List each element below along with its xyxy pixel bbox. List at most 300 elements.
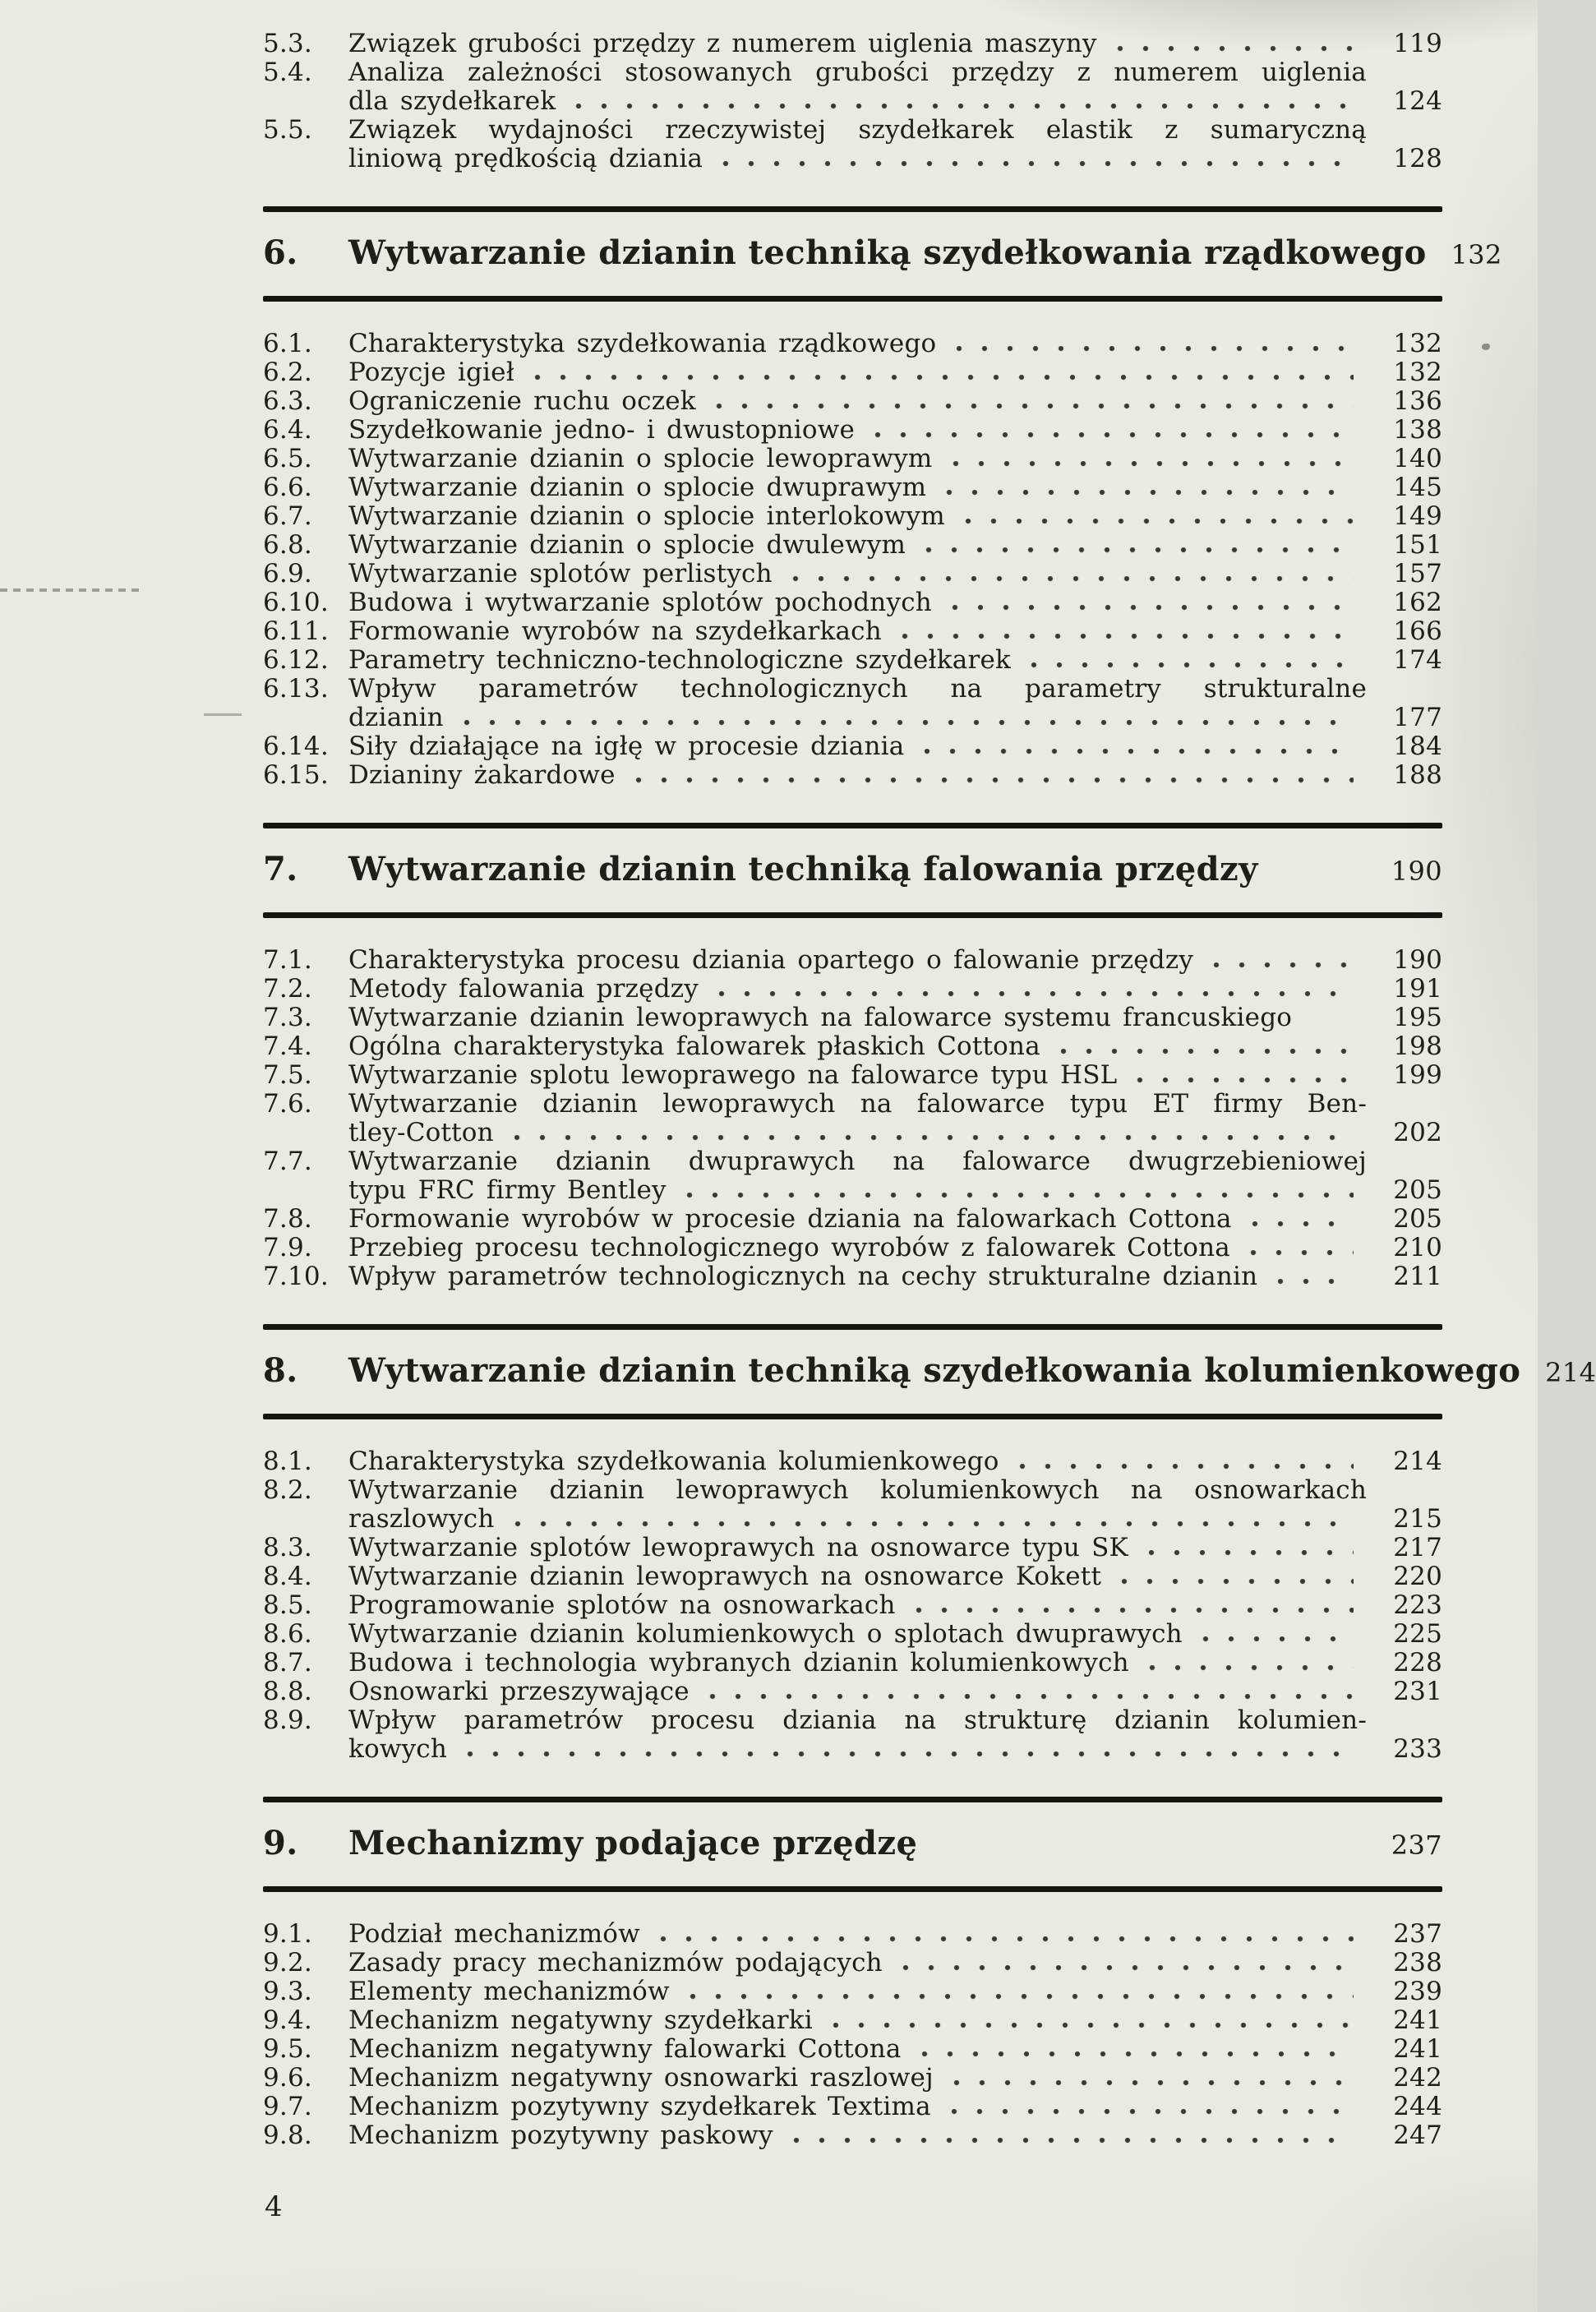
toc-entry bbox=[263, 502, 1442, 531]
toc-entry-number: 6.13. bbox=[263, 674, 329, 704]
toc-entry-body bbox=[348, 1119, 1367, 1147]
toc-entry-number: 8.8. bbox=[263, 1677, 312, 1706]
toc-entry-body bbox=[348, 2093, 1367, 2121]
toc-entry bbox=[263, 2006, 1442, 2035]
toc-entry-page: 233 bbox=[1393, 1734, 1442, 1764]
toc-entry-page: 231 bbox=[1393, 1677, 1442, 1706]
toc-entry-text: Wpływ parametrów procesu dziania na strukturę dzianin kolumien- bbox=[348, 1705, 1367, 1735]
toc-entry bbox=[263, 946, 1442, 975]
toc-entry-number: 7.2. bbox=[263, 974, 312, 1004]
toc-entry-body bbox=[348, 1004, 1367, 1032]
toc-entry bbox=[263, 1447, 1442, 1476]
section-page: 237 bbox=[1391, 1830, 1442, 1861]
toc-entry-page: 190 bbox=[1393, 945, 1442, 975]
toc-entry-text: Wytwarzanie dzianin dwuprawych na falowarce dwugrzebieniowej bbox=[348, 1147, 1367, 1176]
toc-entry-page: 128 bbox=[1393, 144, 1442, 173]
toc-entry-body bbox=[348, 2035, 1367, 2064]
toc-entry-text: Charakterystyka szydełkowania rządkowego bbox=[348, 329, 937, 358]
toc-entry-number: 6.2. bbox=[263, 358, 312, 387]
toc-entry bbox=[263, 1004, 1442, 1032]
dot-leader bbox=[948, 2109, 1354, 2115]
toc-entry-number: 9.7. bbox=[263, 2092, 312, 2121]
section-rule-top bbox=[263, 206, 1442, 212]
toc-entry-text: Zasady pracy mechanizmów podających bbox=[348, 1948, 883, 1977]
toc-entry-body bbox=[348, 445, 1367, 473]
toc-entry-body bbox=[348, 588, 1367, 617]
toc-entry-body bbox=[348, 1920, 1367, 1949]
dot-leader bbox=[953, 346, 1354, 352]
section-heading-block bbox=[263, 1797, 1442, 1892]
toc-entry-number: 6.11. bbox=[263, 616, 329, 646]
toc-entry bbox=[263, 704, 1442, 732]
toc-entry-page: 151 bbox=[1393, 530, 1442, 560]
toc-entry bbox=[263, 1735, 1442, 1764]
toc-entry-number: 8.9. bbox=[263, 1705, 312, 1735]
dot-leader bbox=[1274, 1279, 1354, 1285]
toc-entry bbox=[263, 1977, 1442, 2006]
dot-leader bbox=[1114, 46, 1354, 52]
toc-entry bbox=[263, 761, 1442, 790]
toc-entry-page: 119 bbox=[1393, 29, 1442, 58]
toc-entry-text: Wytwarzanie dzianin o splocie lewoprawym bbox=[348, 444, 933, 473]
section-number: 7. bbox=[263, 850, 298, 888]
toc-entry-text: Osnowarki przeszywające bbox=[348, 1677, 690, 1706]
toc-entry-body bbox=[348, 1620, 1367, 1649]
section-number: 9. bbox=[263, 1824, 298, 1862]
dot-leader bbox=[943, 490, 1354, 496]
section-page: 214 bbox=[1545, 1357, 1596, 1388]
toc-entry-page: 184 bbox=[1393, 731, 1442, 761]
toc-entry-number: 6.6. bbox=[263, 473, 312, 502]
toc-entry-body bbox=[348, 1977, 1367, 2006]
toc-entry-text: Wytwarzanie dzianin lewoprawych kolumienkowych na osnowarkach bbox=[348, 1475, 1367, 1505]
toc-entry-number: 6.7. bbox=[263, 501, 312, 531]
toc-entry-page: 238 bbox=[1393, 1948, 1442, 1977]
dot-leader bbox=[572, 104, 1354, 109]
toc-entry bbox=[263, 1706, 1442, 1735]
toc-entry-body bbox=[348, 2121, 1367, 2150]
toc-entry-page: 198 bbox=[1393, 1031, 1442, 1061]
toc-entry-body bbox=[348, 1205, 1367, 1234]
toc-entry-text: Budowa i technologia wybranych dzianin kolumienkowych bbox=[348, 1648, 1129, 1677]
section-rule-bottom bbox=[263, 296, 1442, 302]
section-heading-block bbox=[263, 1324, 1596, 1419]
toc-entry-page: 136 bbox=[1393, 386, 1442, 416]
dot-leader bbox=[719, 161, 1354, 167]
dot-leader bbox=[829, 2023, 1354, 2028]
toc-entry-text: Wytwarzanie splotów lewoprawych na osnowarce typu SK bbox=[348, 1533, 1128, 1562]
toc-entry-page: 217 bbox=[1393, 1533, 1442, 1562]
toc-entry-text: Wytwarzanie dzianin o splocie dwulewym bbox=[348, 530, 906, 560]
section-page: 132 bbox=[1451, 239, 1502, 270]
toc-entry-text: Metody falowania przędzy bbox=[348, 974, 699, 1004]
toc-entry-text: Siły działające na igłę w procesie dziania bbox=[348, 731, 905, 761]
dot-leader bbox=[1118, 1579, 1354, 1585]
toc-entry-body bbox=[348, 1234, 1367, 1262]
scan-artifact bbox=[0, 588, 141, 592]
toc-entry bbox=[263, 1061, 1442, 1090]
toc-entry-text: Mechanizm negatywny osnowarki raszlowej bbox=[348, 2063, 934, 2093]
toc-entry-page: 241 bbox=[1393, 2034, 1442, 2064]
toc-entry-text: Wytwarzanie dzianin lewoprawych na falowarce typu ET firmy Ben- bbox=[348, 1089, 1367, 1119]
toc-entry bbox=[263, 531, 1442, 560]
toc-entry-page: 205 bbox=[1393, 1204, 1442, 1234]
toc-entry-body bbox=[348, 330, 1367, 358]
dot-leader bbox=[683, 1193, 1354, 1198]
toc-entry-number: 9.3. bbox=[263, 1977, 312, 2006]
toc-entry-text: Formowanie wyrobów na szydełkarkach bbox=[348, 616, 882, 646]
toc-entry-page: 205 bbox=[1393, 1175, 1442, 1205]
toc-entry-body bbox=[348, 2064, 1367, 2093]
section-number: 6. bbox=[263, 233, 298, 272]
toc-entry-text: Analiza zależności stosowanych grubości przędzy z numerem uiglenia bbox=[348, 58, 1367, 87]
toc-entry-page: 132 bbox=[1393, 329, 1442, 358]
toc-entry-number: 7.10. bbox=[263, 1262, 329, 1291]
toc-entry-text: Ogólna charakterystyka falowarek płaskich Cottona bbox=[348, 1031, 1040, 1061]
toc-entry-text: Wytwarzanie dzianin lewoprawych na falowarce systemu francuskiego bbox=[348, 1003, 1293, 1032]
toc-entry bbox=[263, 445, 1442, 473]
scan-artifact bbox=[204, 713, 242, 716]
toc-entry bbox=[263, 1649, 1442, 1677]
toc-entry-page: 202 bbox=[1393, 1118, 1442, 1147]
toc-entry-page: 215 bbox=[1393, 1504, 1442, 1534]
toc-entry-text: dla szydełkarek bbox=[348, 86, 556, 116]
toc-entry-text: kowych bbox=[348, 1734, 448, 1764]
toc-entry-number: 8.4. bbox=[263, 1562, 312, 1591]
toc-entry-page: 247 bbox=[1393, 2120, 1442, 2150]
toc-entry bbox=[263, 1147, 1442, 1176]
toc-entry-text: Wytwarzanie dzianin lewoprawych na osnowarce Kokett bbox=[348, 1562, 1102, 1591]
toc-entry-text: dzianin bbox=[348, 703, 444, 732]
toc-entry-text: Formowanie wyrobów w procesie dziania na falowarkach Cottona bbox=[348, 1204, 1232, 1234]
dot-leader bbox=[871, 432, 1354, 438]
toc-entry-number: 7.4. bbox=[263, 1031, 312, 1061]
toc-entry bbox=[263, 646, 1442, 675]
toc-entry-text: liniową prędkością dziania bbox=[348, 144, 703, 173]
dot-leader bbox=[920, 749, 1354, 755]
toc-entry-page: 199 bbox=[1393, 1060, 1442, 1090]
section-rule-bottom bbox=[263, 1886, 1442, 1892]
toc-entry-page: 145 bbox=[1393, 473, 1442, 502]
toc-entry bbox=[263, 1591, 1442, 1620]
toc-entry bbox=[263, 2121, 1442, 2150]
dot-leader bbox=[898, 634, 1354, 639]
toc-entry-body bbox=[348, 416, 1367, 445]
toc-entry-page: 174 bbox=[1393, 645, 1442, 675]
toc-entry-number: 6.3. bbox=[263, 386, 312, 416]
toc-entry-page: 225 bbox=[1393, 1619, 1442, 1649]
toc-entry bbox=[263, 330, 1442, 358]
toc-entry-text: Wpływ parametrów technologicznych na cechy strukturalne dzianin bbox=[348, 1262, 1258, 1291]
toc-entry-body bbox=[348, 617, 1367, 646]
toc-entry-page: 166 bbox=[1393, 616, 1442, 646]
dot-leader bbox=[706, 1694, 1354, 1700]
toc-entry bbox=[263, 2035, 1442, 2064]
toc-entry-page: 220 bbox=[1393, 1562, 1442, 1591]
toc-entry bbox=[263, 732, 1442, 761]
toc-entry-number: 6.5. bbox=[263, 444, 312, 473]
toc-entry-page: 237 bbox=[1393, 1919, 1442, 1949]
page-number: 4 bbox=[265, 2190, 283, 2223]
toc-entry-body bbox=[348, 732, 1367, 761]
dot-leader bbox=[948, 605, 1354, 611]
toc-entry-number: 9.5. bbox=[263, 2034, 312, 2064]
dot-leader bbox=[1199, 1636, 1354, 1642]
toc-entry-number: 9.6. bbox=[263, 2063, 312, 2093]
toc-entry-body bbox=[348, 502, 1367, 531]
toc-entry-text: raszlowych bbox=[348, 1504, 495, 1534]
section-rule-top bbox=[263, 1797, 1442, 1802]
toc-entry-text: Parametry techniczno-technologiczne szydełkarek bbox=[348, 645, 1012, 675]
dot-leader bbox=[511, 1521, 1354, 1527]
toc-entry-body bbox=[348, 1262, 1367, 1291]
dot-leader bbox=[899, 1965, 1354, 1971]
toc-entry-number: 7.8. bbox=[263, 1204, 312, 1234]
toc-entry bbox=[263, 560, 1442, 588]
toc-entry-body bbox=[348, 1061, 1367, 1090]
toc-entry-text: Dzianiny żakardowe bbox=[348, 760, 616, 790]
toc-entry-number: 8.5. bbox=[263, 1590, 312, 1620]
toc-entry-text: Ograniczenie ruchu oczek bbox=[348, 386, 696, 416]
toc-entry-number: 9.4. bbox=[263, 2005, 312, 2035]
toc-entry-text: Elementy mechanizmów bbox=[348, 1977, 670, 2006]
section-title: Wytwarzanie dzianin techniką falowania przędzy bbox=[348, 850, 1258, 888]
toc-entry-number: 7.3. bbox=[263, 1003, 312, 1032]
toc-entry bbox=[263, 1119, 1442, 1147]
section-title: Wytwarzanie dzianin techniką szydełkowania kolumienkowego bbox=[348, 1351, 1521, 1390]
section-rule-bottom bbox=[263, 1414, 1442, 1419]
toc-entry-text: Szydełkowanie jedno- i dwustopniowe bbox=[348, 415, 856, 445]
dot-leader bbox=[790, 2138, 1354, 2144]
toc-entry-page: 223 bbox=[1393, 1590, 1442, 1620]
toc-entry-body bbox=[348, 473, 1367, 502]
toc-entry bbox=[263, 617, 1442, 646]
toc-entry-number: 9.8. bbox=[263, 2120, 312, 2150]
dot-leader bbox=[531, 375, 1354, 381]
toc-entry bbox=[263, 1262, 1442, 1291]
toc-entry bbox=[263, 116, 1442, 145]
toc-entry-body bbox=[348, 387, 1367, 416]
toc-entry-body bbox=[348, 87, 1367, 116]
toc-entry-body bbox=[348, 1176, 1367, 1205]
toc-entry bbox=[263, 1620, 1442, 1649]
dot-leader bbox=[510, 1135, 1354, 1141]
toc-entry-page: 138 bbox=[1393, 415, 1442, 445]
toc-entry-page: 239 bbox=[1393, 1977, 1442, 2006]
toc-entry bbox=[263, 387, 1442, 416]
dot-leader bbox=[713, 404, 1354, 409]
toc-entry-page: 140 bbox=[1393, 444, 1442, 473]
toc-entry-page: 214 bbox=[1393, 1447, 1442, 1476]
toc-entry-page: 228 bbox=[1393, 1648, 1442, 1677]
toc-entry-text: Wpływ parametrów technologicznych na parametry strukturalne bbox=[348, 674, 1367, 704]
toc-entry-page: 157 bbox=[1393, 559, 1442, 588]
toc-entry-number: 7.6. bbox=[263, 1089, 312, 1119]
toc-entry-body bbox=[348, 646, 1367, 675]
dot-leader bbox=[1145, 1550, 1354, 1556]
toc-entry-text: Podział mechanizmów bbox=[348, 1919, 640, 1949]
toc-entry bbox=[263, 87, 1442, 116]
toc-entry-text: Mechanizm pozytywny szydełkarek Textima bbox=[348, 2092, 931, 2121]
toc-entry-text: Wytwarzanie splotów perlistych bbox=[348, 559, 773, 588]
toc-entry-body bbox=[348, 1534, 1367, 1562]
toc-entry-number: 7.9. bbox=[263, 1233, 312, 1262]
toc-entry-number: 7.1. bbox=[263, 945, 312, 975]
toc-entry bbox=[263, 1920, 1442, 1949]
dot-leader bbox=[949, 461, 1354, 467]
toc-entry-body bbox=[348, 30, 1367, 58]
toc-entry-body bbox=[348, 1505, 1367, 1534]
toc-entry bbox=[263, 588, 1442, 617]
dot-leader bbox=[922, 547, 1354, 553]
toc-entry bbox=[263, 1562, 1442, 1591]
toc-entry-text: Wytwarzanie dzianin o splocie interlokowym bbox=[348, 501, 945, 531]
toc-entry-text: Wytwarzanie dzianin o splocie dwuprawym bbox=[348, 473, 927, 502]
dot-leader bbox=[789, 576, 1354, 582]
toc-entry-number: 5.3. bbox=[263, 29, 312, 58]
dot-leader bbox=[1247, 1250, 1354, 1256]
toc-entry bbox=[263, 473, 1442, 502]
section-title: Wytwarzanie dzianin techniką szydełkowania rządkowego bbox=[348, 233, 1427, 272]
toc-entry-text: Związek grubości przędzy z numerem uiglenia maszyny bbox=[348, 29, 1097, 58]
toc-entry bbox=[263, 1476, 1442, 1505]
toc-entry-text: Charakterystyka szydełkowania kolumienkowego bbox=[348, 1447, 999, 1476]
dot-leader bbox=[950, 2080, 1354, 2086]
toc-entry-page: 188 bbox=[1393, 760, 1442, 790]
toc-entry-number: 6.14. bbox=[263, 731, 329, 761]
toc-entry bbox=[263, 975, 1442, 1004]
toc-entry bbox=[263, 675, 1442, 704]
toc-entry-text: Związek wydajności rzeczywistej szydełkarek elastik z sumaryczną bbox=[348, 115, 1367, 145]
toc-entry-body bbox=[348, 1447, 1367, 1476]
toc-entry-number: 7.7. bbox=[263, 1147, 312, 1176]
toc-entry-page: 191 bbox=[1393, 974, 1442, 1004]
toc-entry-text: Charakterystyka procesu dziania opartego o falowanie przędzy bbox=[348, 945, 1194, 975]
toc-entry-page: 242 bbox=[1393, 2063, 1442, 2093]
section-heading bbox=[263, 1350, 1596, 1394]
dot-leader bbox=[632, 778, 1354, 783]
dot-leader bbox=[918, 2051, 1354, 2057]
section-rule-top bbox=[263, 1324, 1442, 1330]
toc-entry bbox=[263, 2064, 1442, 2093]
toc-entry-body bbox=[348, 145, 1367, 173]
toc-entry-number: 5.5. bbox=[263, 115, 312, 145]
toc-entry bbox=[263, 1205, 1442, 1234]
toc-entry-number: 8.6. bbox=[263, 1619, 312, 1649]
toc-entry-body bbox=[348, 1562, 1367, 1591]
section-heading bbox=[263, 848, 1442, 893]
toc-entry-page: 177 bbox=[1393, 703, 1442, 732]
toc-entry bbox=[263, 2093, 1442, 2121]
toc-entry bbox=[263, 1949, 1442, 1977]
toc-entry-number: 8.2. bbox=[263, 1475, 312, 1505]
toc-entry-number: 6.10. bbox=[263, 588, 329, 617]
dot-leader bbox=[686, 1994, 1354, 2000]
toc-entry bbox=[263, 1090, 1442, 1119]
toc-entry-page: 132 bbox=[1393, 358, 1442, 387]
section-page: 190 bbox=[1391, 856, 1442, 887]
toc-entry bbox=[263, 1677, 1442, 1706]
section-rule-top bbox=[263, 823, 1442, 828]
toc-entry-page: 195 bbox=[1393, 1003, 1442, 1032]
toc-entry-text: typu FRC firmy Bentley bbox=[348, 1175, 667, 1205]
toc-entry-text: tley-Cotton bbox=[348, 1118, 494, 1147]
section-number: 8. bbox=[263, 1351, 298, 1390]
dot-leader bbox=[1027, 662, 1354, 668]
toc-entry-body bbox=[348, 1735, 1367, 1764]
dot-leader bbox=[464, 1751, 1354, 1757]
toc-entry-body bbox=[348, 1032, 1367, 1061]
toc-entry-number: 9.1. bbox=[263, 1919, 312, 1949]
toc-entry bbox=[263, 358, 1442, 387]
toc-entry-page: 124 bbox=[1393, 86, 1442, 116]
dot-leader bbox=[1133, 1078, 1354, 1083]
section-heading bbox=[263, 232, 1502, 276]
toc-entry-body bbox=[348, 531, 1367, 560]
toc-entry-body bbox=[348, 975, 1367, 1004]
toc-entry-body bbox=[348, 761, 1367, 790]
section-title: Mechanizmy podające przędzę bbox=[348, 1824, 918, 1862]
toc-entry-text: Programowanie splotów na osnowarkach bbox=[348, 1590, 896, 1620]
toc-entry bbox=[263, 416, 1442, 445]
toc-entry bbox=[263, 145, 1442, 173]
section-heading-block bbox=[263, 206, 1502, 302]
toc-entry-body bbox=[348, 1591, 1367, 1620]
toc-entry bbox=[263, 1032, 1442, 1061]
toc-entry-number: 8.3. bbox=[263, 1533, 312, 1562]
toc-entry-page: 244 bbox=[1393, 2092, 1442, 2121]
toc-entry-number: 6.15. bbox=[263, 760, 329, 790]
toc-entry-number: 6.12. bbox=[263, 645, 329, 675]
table-of-contents bbox=[263, 29, 1596, 2150]
toc-entry-body bbox=[348, 704, 1367, 732]
dot-leader bbox=[1308, 1020, 1354, 1026]
toc-entry bbox=[263, 58, 1442, 87]
toc-entry-page: 210 bbox=[1393, 1233, 1442, 1262]
toc-entry-page: 162 bbox=[1393, 588, 1442, 617]
toc-entry-body bbox=[348, 560, 1367, 588]
toc-entry-text: Mechanizm negatywny falowarki Cottona bbox=[348, 2034, 902, 2064]
toc-entry-text: Budowa i wytwarzanie splotów pochodnych bbox=[348, 588, 932, 617]
toc-entry-text: Mechanizm pozytywny paskowy bbox=[348, 2120, 773, 2150]
dot-leader bbox=[912, 1608, 1354, 1613]
toc-entry-number: 6.9. bbox=[263, 559, 312, 588]
dot-leader bbox=[1057, 1049, 1354, 1054]
toc-entry-number: 5.4. bbox=[263, 58, 312, 87]
toc-entry-number: 6.8. bbox=[263, 530, 312, 560]
toc-entry-page: 241 bbox=[1393, 2005, 1442, 2035]
dot-leader bbox=[1248, 1221, 1354, 1227]
toc-entry bbox=[263, 30, 1442, 58]
dot-leader bbox=[962, 519, 1354, 524]
toc-entry-text: Mechanizm negatywny szydełkarki bbox=[348, 2005, 813, 2035]
toc-entry-body bbox=[348, 358, 1367, 387]
toc-entry-body bbox=[348, 1949, 1367, 1977]
toc-entry-number: 7.5. bbox=[263, 1060, 312, 1090]
toc-entry-page: 211 bbox=[1393, 1262, 1442, 1291]
toc-entry bbox=[263, 1534, 1442, 1562]
dot-leader bbox=[1016, 1464, 1354, 1470]
toc-entry-text: Wytwarzanie dzianin kolumienkowych o splotach dwuprawych bbox=[348, 1619, 1183, 1649]
scan-artifact bbox=[1482, 344, 1490, 350]
toc-entry-text: Przebieg procesu technologicznego wyrobów z falowarek Cottona bbox=[348, 1233, 1230, 1262]
section-heading bbox=[263, 1822, 1442, 1867]
toc-entry-number: 6.4. bbox=[263, 415, 312, 445]
toc-entry bbox=[263, 1234, 1442, 1262]
dot-leader bbox=[715, 991, 1354, 997]
toc-entry-page: 149 bbox=[1393, 501, 1442, 531]
toc-entry-number: 6.1. bbox=[263, 329, 312, 358]
